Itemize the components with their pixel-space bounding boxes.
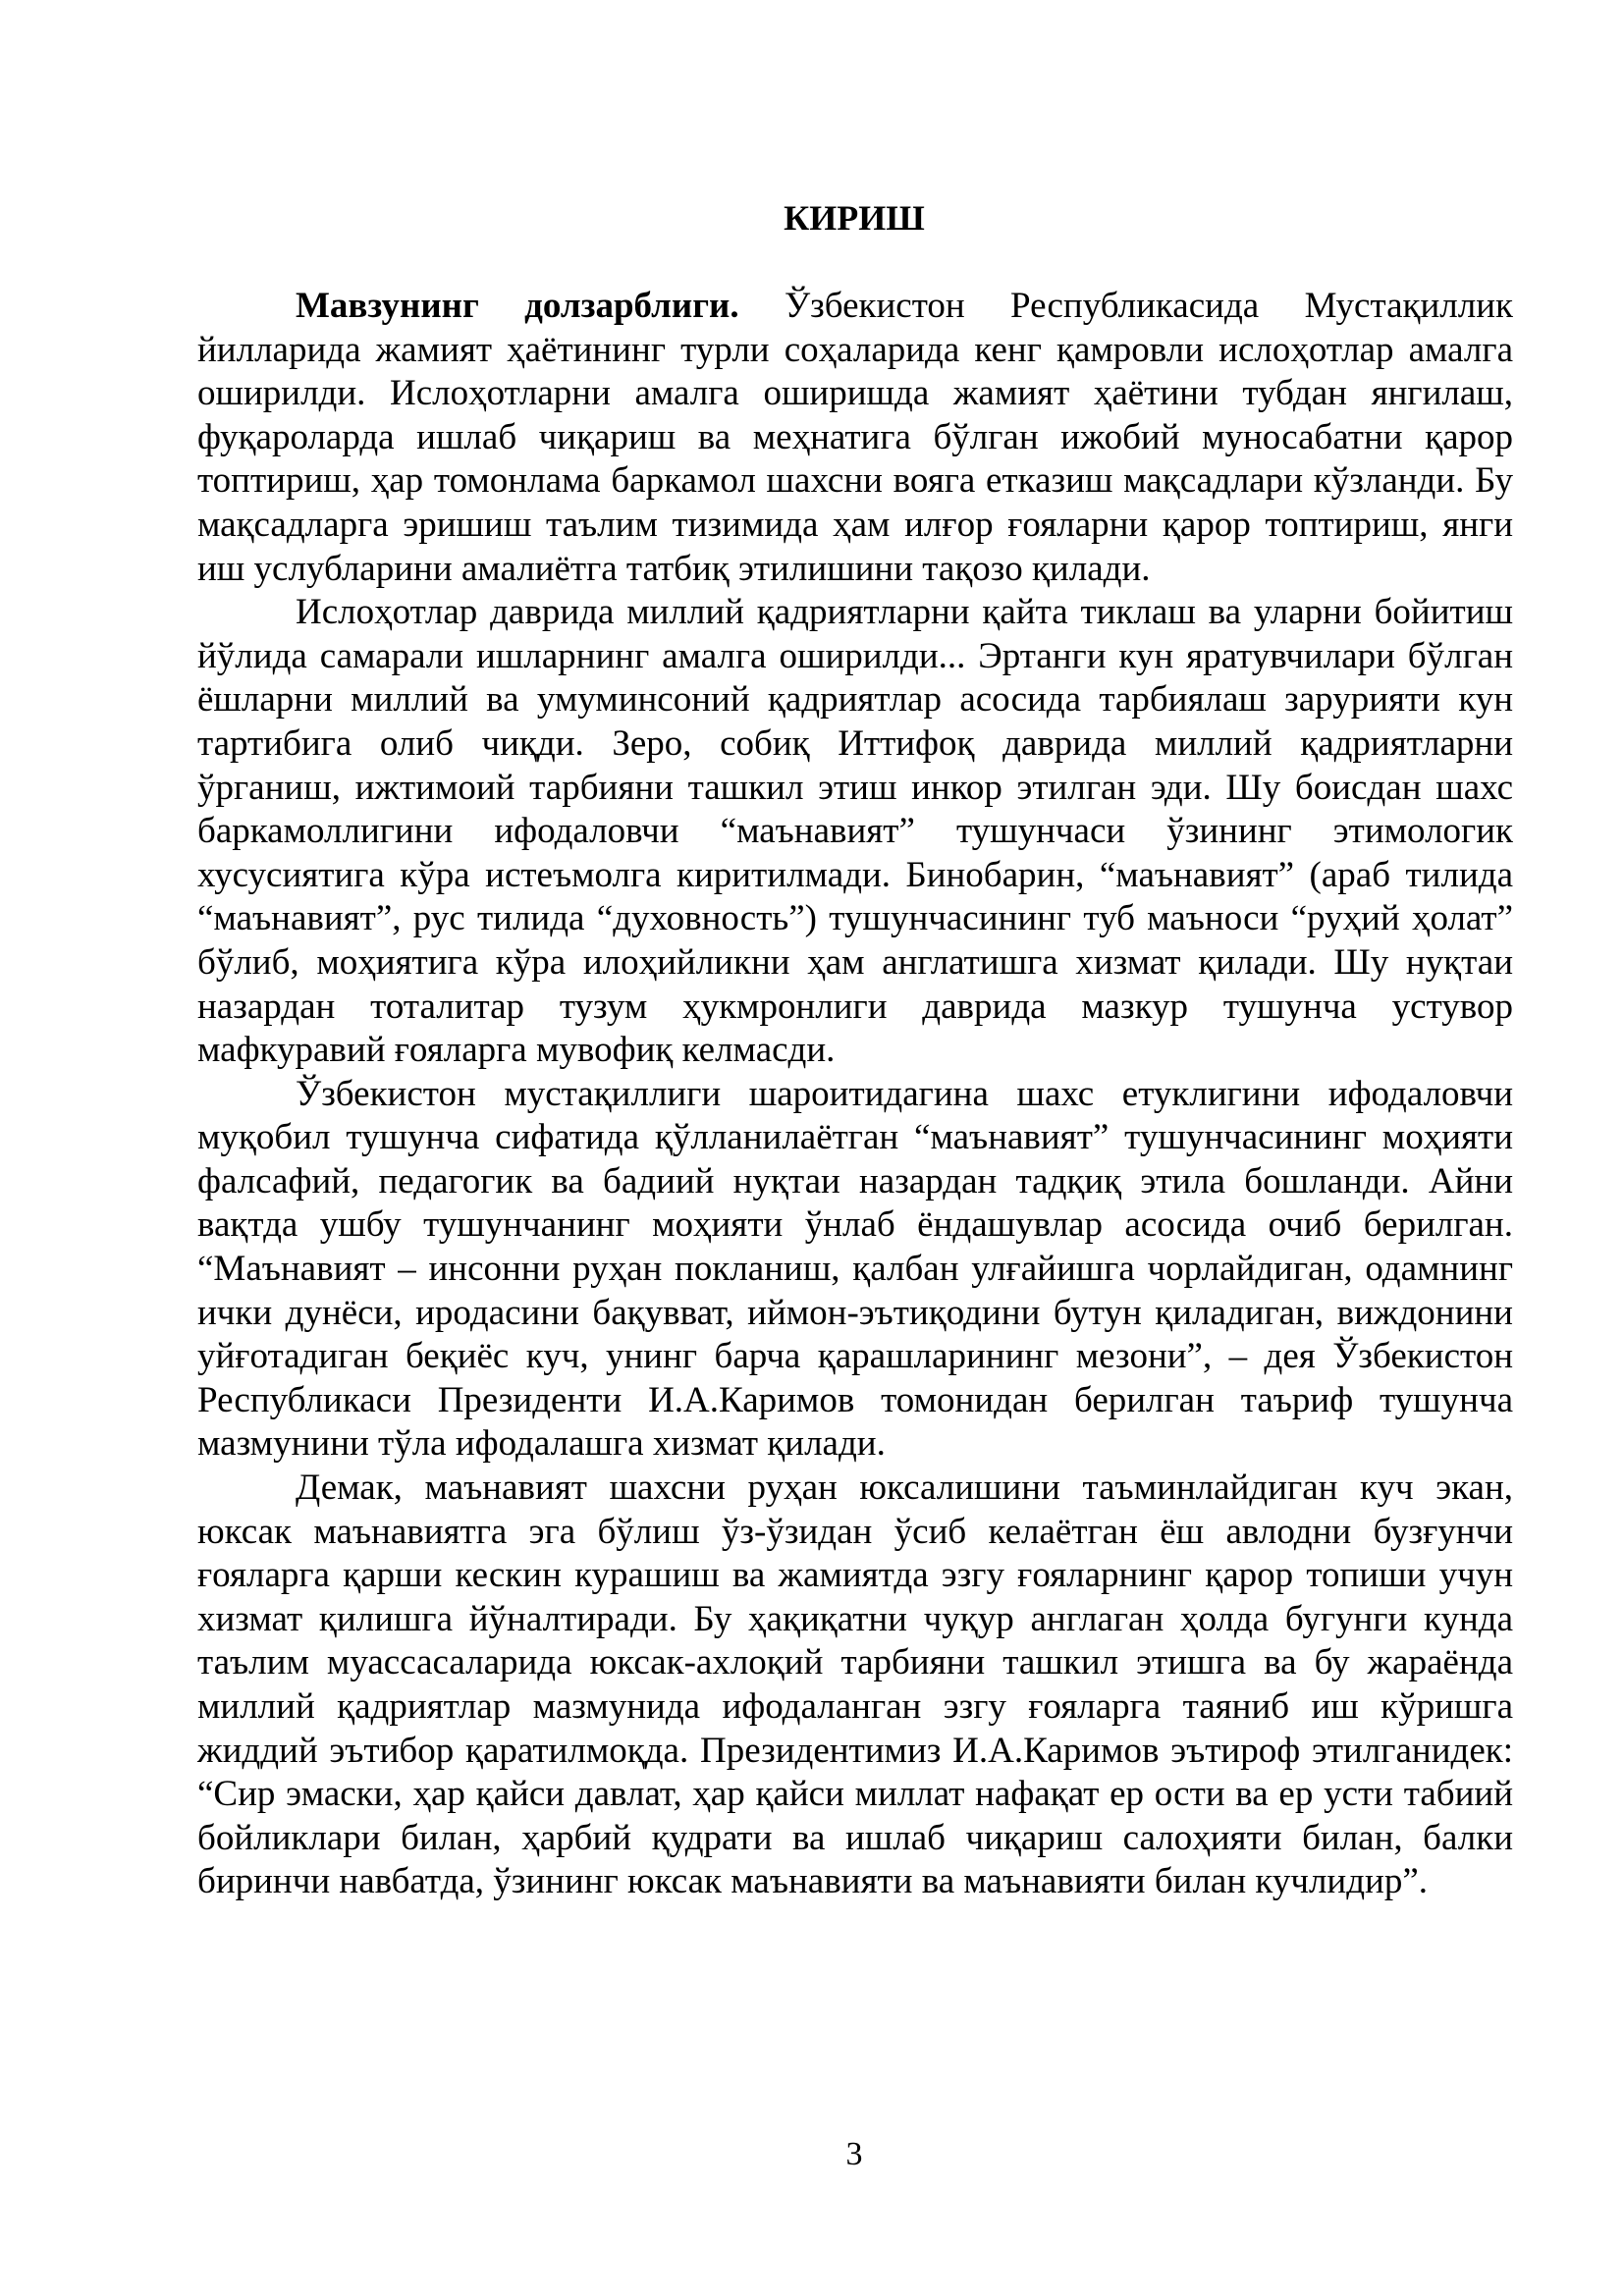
paragraph-lead: Мавзунинг долзарблиги. <box>296 286 739 326</box>
paragraph-independence <box>197 1073 1513 1467</box>
body-text <box>197 285 1513 1904</box>
paragraph-text: Ўзбекистон мустақиллиги шароитидагина шахс етуклигини ифодаловчи муқобил тушунча сифатида қўлланилаётган “маънавият” тушунчасининг моҳияти фалсафий, педагогик ва бадиий нуқтаи назардан тадқиқ этила бошланди. Айни вақтда ушбу тушунчанинг моҳияти ўнлаб ёндашувлар асосида очиб берилган. “Маънавият – инсонни руҳан покланиш, қалбан улғайишга чорлайдиган, одамнинг ички дунёси, иродасини бақувват, иймон-эътиқодини бутун қиладиган, виждонини уйғотадиган беқиёс куч, унинг барча қарашларининг мезони”, – дея Ўзбекистон Республикаси Президенти И.А.Каримов томонидан берилган таъриф тушунча мазмунини тўла ифодалашга хизмат қилади. <box>197 1073 1513 1465</box>
paragraph-text: Ислоҳотлар даврида миллий қадриятларни қайта тиклаш ва уларни бойитиш йўлида самарали ишларнинг амалга оширилди... Эртанги кун яратувчилари бўлган ёшларни миллий ва умуминсоний қадриятлар асосида тарбиялаш зарурияти кун тартибига олиб чиқди. Зеро, собиқ Иттифоқ даврида миллий қадриятларни ўрганиш, ижтимоий тарбияни ташкил этиш инкор этилган эди. Шу боисдан шахс баркамоллигини ифодаловчи “маънавият” тушунчаси ўзининг этимологик хусусиятига кўра истеъмолга киритилмади. Бинобарин, “маънавият” (араб тилида “маънавият”, рус тилида “духовность”) тушунчасининг туб маъноси “руҳий ҳолат” бўлиб, моҳиятига кўра илоҳийликни ҳам англатишга хизмат қилади. Шу нуқтаи назардан тоталитар тузум ҳукмронлиги даврида мазкур тушунча устувор мафкуравий ғояларга мувофиқ келмасди. <box>197 592 1513 1071</box>
paragraph-spirituality <box>197 1467 1513 1904</box>
paragraph-text: Ўзбекистон Республикасида Мустақиллик йилларида жамият ҳаётининг турли соҳаларида кенг қамровли ислоҳотлар амалга оширилди. Ислоҳотларни амалга оширишда жамият ҳаётини тубдан янгилаш, фуқароларда ишлаб чиқариш ва меҳнатига бўлган ижобий муносабатни қарор топтириш, ҳар томонлама баркамол шахсни вояга етказиш мақсадлари кўзланди. Бу мақсадларга эришиш таълим тизимида ҳам илғор ғояларни қарор топтириш, янги иш услубларини амалиётга татбиқ этилишини тақозо қилади. <box>197 286 1513 589</box>
paragraph-text: Демак, маънавият шахсни руҳан юксалишини таъминлайдиган куч экан, юксак маънавиятга эга бўлиш ўз-ўзидан ўсиб келаётган ёш авлодни бузғунчи ғояларга қарши кескин курашиш ва жамиятда эзгу ғояларнинг қарор топиши учун хизмат қилишга йўналтиради. Бу ҳақиқатни чуқур англаган ҳолда бугунги кунда таълим муассасаларида юксак-ахлоқий тарбияни ташкил этишга ва бу жараёнда миллий қадриятлар мазмунида ифодаланган эзгу ғояларга таяниб иш кўришга жиддий эътибор қаратилмоқда. Президентимиз И.А.Каримов эътироф этилганидек: “Сир эмаски, ҳар қайси давлат, ҳар қайси миллат нафақат ер ости ва ер усти табиий бойликлари билан, ҳарбий қудрати ва ишлаб чиқариш салоҳияти билан, балки биринчи навбатда, ўзининг юксак маънавияти ва маънавияти билан кучлидир”. <box>197 1468 1513 1902</box>
page-number: 3 <box>845 2136 863 2172</box>
paragraph-reforms <box>197 591 1513 1073</box>
page-title: КИРИШ <box>784 198 925 238</box>
paragraph-relevance <box>197 285 1513 591</box>
